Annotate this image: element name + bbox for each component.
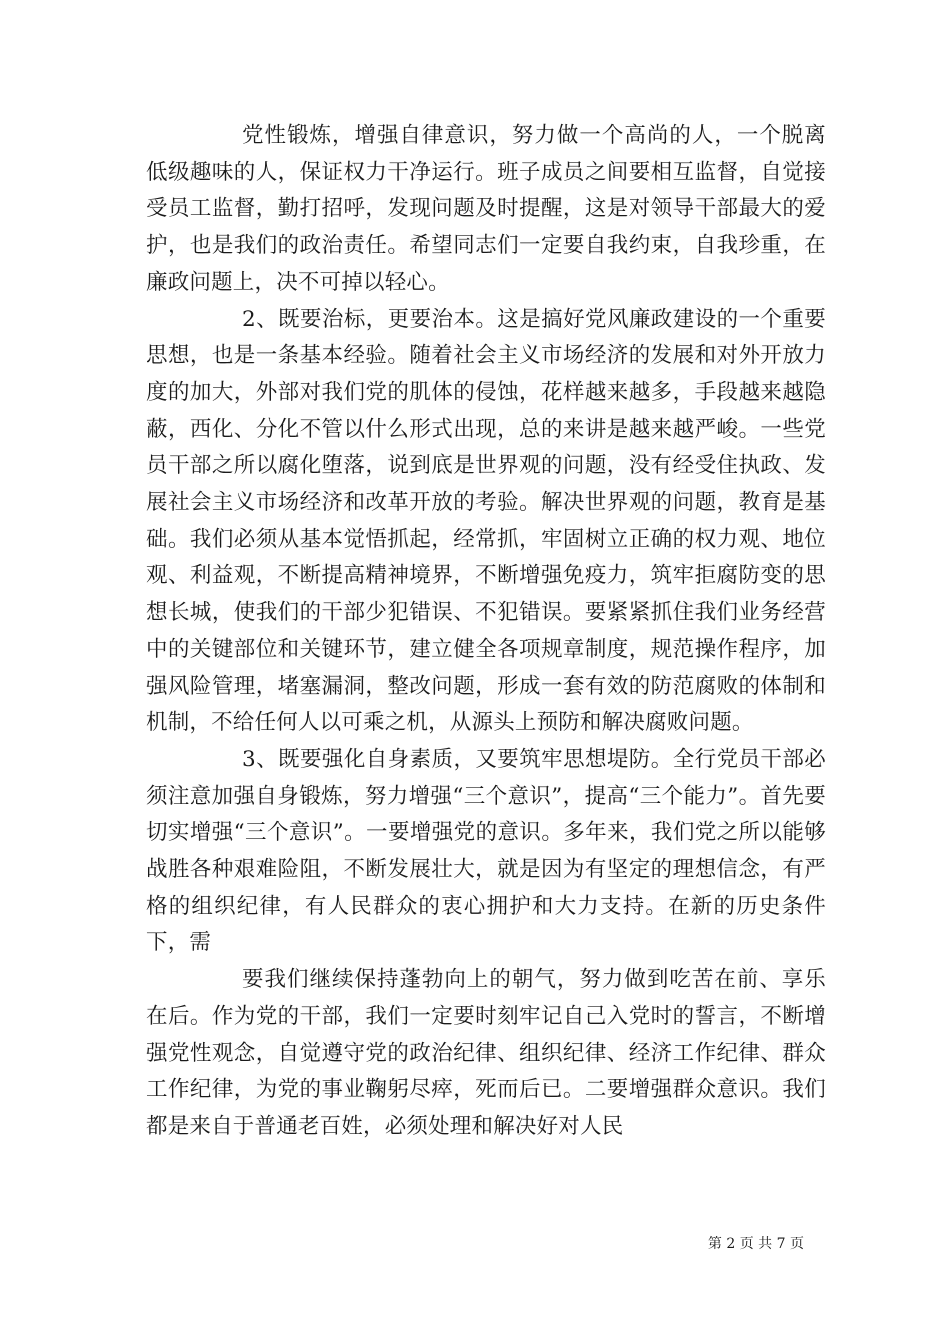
- body-text: [146, 118, 826, 1146]
- paragraph-1: 党性锻炼，增强自律意识，努力做一个高尚的人，一个脱离低级趣味的人，保证权力干净运行。班子成员之间要相互监督，自觉接受员工监督，勤打招呼，发现问题及时提醒，这是对领导干部最大的爱护，也是我们的政治责任。希望同志们一定要自我约束，自我珍重，在廉政问题上，决不可掉以轻心。: [146, 123, 826, 295]
- page-number-footer: 第 2 页 共 7 页: [707, 1236, 804, 1252]
- paragraph-2: 2、既要治标，更要治本。这是搞好党风廉政建设的一个重要思想，也是一条基本经验。随着社会主义市场经济的发展和对外开放力度的加大，外部对我们党的肌体的侵蚀，花样越来越多，手段越来越隐蔽，西化、分化不管以什么形式出现，总的来讲是越来越严峻。一些党员干部之所以腐化堕落，说到底是世界观的问题，没有经受住执政、发展社会主义市场经济和改革开放的考验。解决世界观的问题，教育是基础。我们必须从基本觉悟抓起，经常抓，牢固树立正确的权力观、地位观、利益观，不断提高精神境界，不断增强免疫力，筑牢拒腐防变的思想长城，使我们的干部少犯错误、不犯错误。要紧紧抓住我们业务经营中的关键部位和关键环节，建立健全各项规章制度，规范操作程序，加强风险管理，堵塞漏洞，整改问题，形成一套有效的防范腐败的体制和机制，不给任何人以可乘之机，从源头上预防和解决腐败问题。: [146, 306, 826, 736]
- paragraph-4: 要我们继续保持蓬勃向上的朝气，努力做到吃苦在前、享乐在后。作为党的干部，我们一定要时刻牢记自己入党时的誓言，不断增强党性观念，自觉遵守党的政治纪律、组织纪律、经济工作纪律、群众工作纪律，为党的事业鞠躬尽瘁，死而后已。二要增强群众意识。我们都是来自于普通老百姓，必须处理和解决好对人民: [146, 967, 826, 1139]
- paragraph-3: 3、既要强化自身素质，又要筑牢思想堤防。全行党员干部必须注意加强自身锻炼，努力增强“三个意识”，提高“三个能力”。首先要切实增强“三个意识”。一要增强党的意识。多年来，我们党之所以能够战胜各种艰难险阻，不断发展壮大，就是因为有坚定的理想信念，有严格的组织纪律，有人民群众的衷心拥护和大力支持。在新的历史条件下，需: [146, 746, 826, 956]
